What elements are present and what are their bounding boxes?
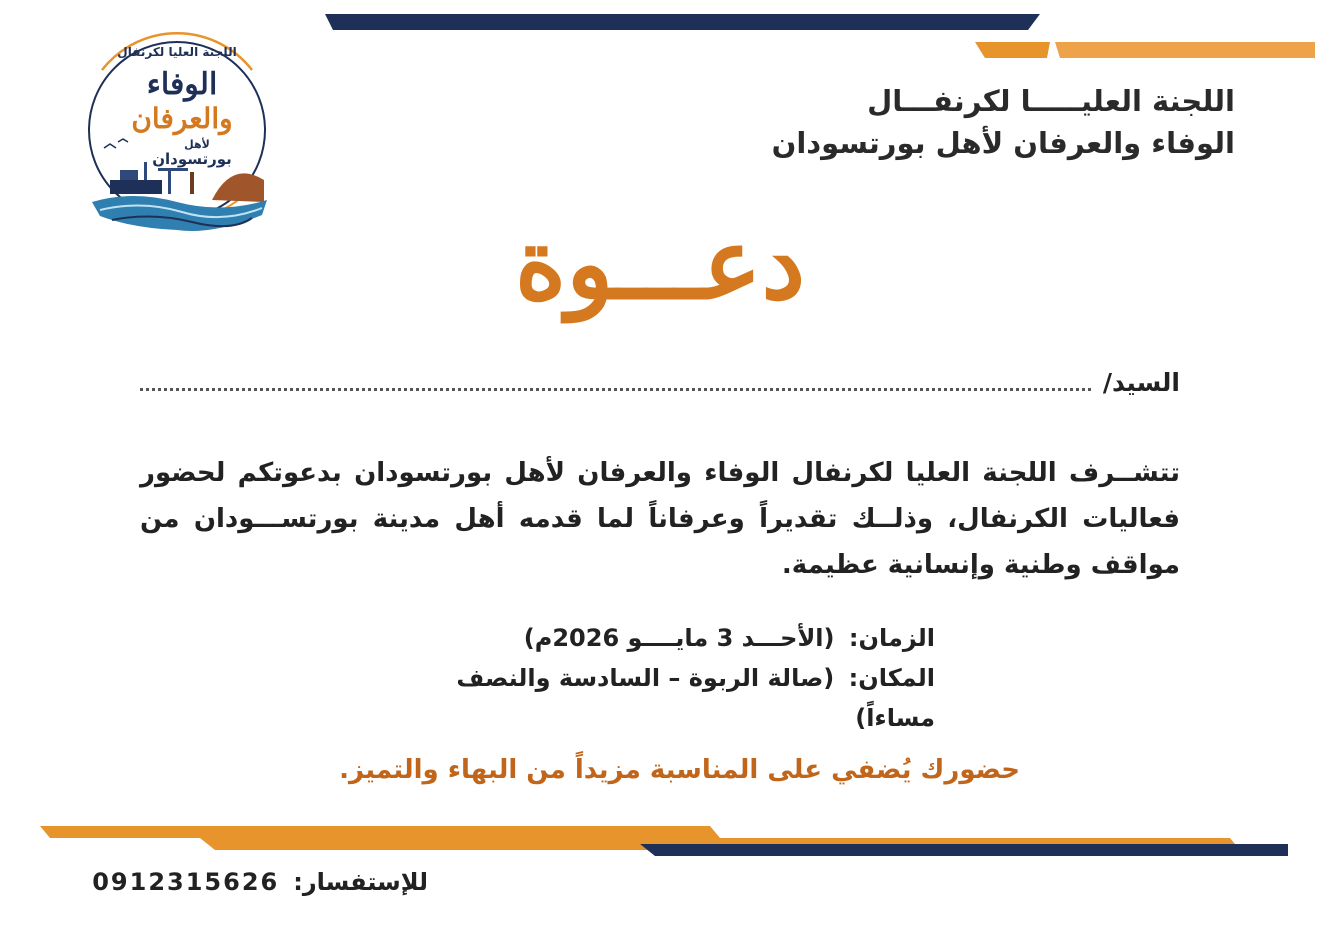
time-label: الزمان:	[848, 624, 935, 652]
event-details	[375, 618, 935, 738]
phone-number: 0912315626	[92, 868, 280, 896]
addressee-blank-field	[140, 387, 1091, 391]
invitation-message: تتشــرف اللجنة العليا لكرنفال الوفاء والعرفان لأهل بورتسودان بدعوتكم لحضور فعاليات الكرنفال، وذلــك تقديراً وعرفاناً لما قدمه أهل مدينة بورتســـودان من مواقف وطنية وإنسانية عظيمة.	[140, 458, 1180, 580]
carnival-logo	[72, 30, 282, 240]
inquiry-label: للإستفسار:	[293, 868, 428, 896]
svg-text:والعرفان: والعرفان	[131, 102, 233, 135]
committee-line-1: اللجنة العليـــــا لكرنفـــال	[867, 84, 1235, 118]
svg-text:بورتسودان: بورتسودان	[152, 150, 232, 168]
committee-line-2: الوفاء والعرفان لأهل بورتسودان	[771, 126, 1235, 160]
closing-note: حضورك يُضفي على المناسبة مزيداً من البهاء والتميز.	[339, 755, 1020, 785]
committee-header	[615, 80, 1235, 164]
place-label: المكان:	[848, 664, 935, 692]
svg-text:اللجنة العليا لكرنفال: اللجنة العليا لكرنفال	[117, 45, 237, 59]
event-place	[375, 658, 935, 738]
place-value: (صالة الربوة – السادسة والنصف مساءاً)	[456, 664, 935, 732]
time-value: (الأحـــد 3 مايــــو 2026م)	[523, 624, 835, 652]
svg-text:الوفاء: الوفاء	[146, 67, 218, 102]
inquiry-contact	[68, 868, 428, 896]
svg-text:لأهل: لأهل	[184, 138, 210, 151]
invitation-title: دعـــوة	[514, 207, 806, 322]
addressee-label: السيد/	[1102, 368, 1180, 397]
event-time	[375, 618, 935, 658]
addressee-line	[140, 368, 1180, 397]
